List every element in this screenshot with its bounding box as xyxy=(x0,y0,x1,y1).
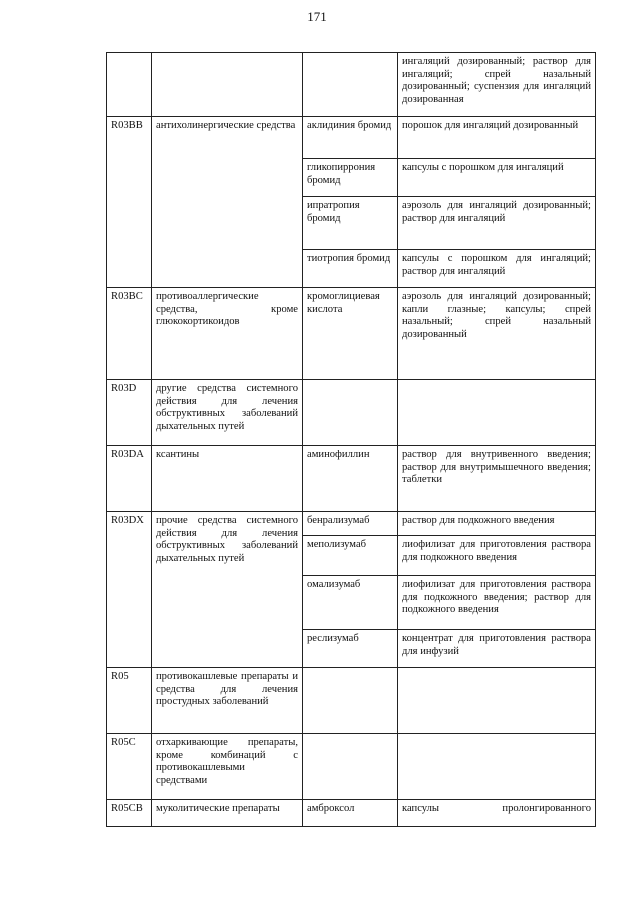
dosage-forms-cell: аэрозоль для ингаляций дозированный; раствор для ингаляций xyxy=(398,197,596,250)
dosage-forms-cell xyxy=(398,668,596,734)
dosage-forms-cell: капсулы с порошком для ингаляций xyxy=(398,159,596,197)
dosage-forms-cell: раствор для внутривенного введения; раствор для внутримышечного введения; таблетки xyxy=(398,446,596,512)
group-name-cell: прочие средства системного действия для лечения обструктивных заболеваний дыхательных путей xyxy=(152,512,303,668)
dosage-forms-cell: капсулы пролонгированного xyxy=(398,800,596,827)
group-name-cell: противоаллергические средства, кроме глюкокортикоидов xyxy=(152,288,303,380)
atc-code-cell: R03DA xyxy=(107,446,152,512)
table-row xyxy=(107,734,596,800)
substance-cell: тиотропия бромид xyxy=(303,250,398,288)
substance-cell: аминофиллин xyxy=(303,446,398,512)
dosage-forms-cell xyxy=(398,734,596,800)
table-row xyxy=(107,446,596,512)
table-row xyxy=(107,53,596,117)
group-name-cell xyxy=(152,53,303,117)
dosage-forms-cell: раствор для подкожного введения xyxy=(398,512,596,536)
substance-cell xyxy=(303,380,398,446)
substance-cell xyxy=(303,53,398,117)
table-row xyxy=(107,117,596,159)
substance-cell: амброксол xyxy=(303,800,398,827)
atc-code-cell: R05CB xyxy=(107,800,152,827)
table-row xyxy=(107,668,596,734)
dosage-forms-cell: аэрозоль для ингаляций дозированный; капли глазные; капсулы; спрей назальный; спрей назальный дозированный xyxy=(398,288,596,380)
substance-cell: бенрализумаб xyxy=(303,512,398,536)
substance-cell xyxy=(303,734,398,800)
group-name-cell: ксантины xyxy=(152,446,303,512)
drug-table xyxy=(106,52,596,827)
atc-code-cell: R05C xyxy=(107,734,152,800)
atc-code-cell: R03BC xyxy=(107,288,152,380)
substance-cell: омализумаб xyxy=(303,576,398,630)
atc-code-cell: R03DX xyxy=(107,512,152,668)
substance-cell: ипратропия бромид xyxy=(303,197,398,250)
table-row xyxy=(107,380,596,446)
substance-cell: реслизумаб xyxy=(303,630,398,668)
group-name-cell: противокашлевые препараты и средства для лечения простудных заболеваний xyxy=(152,668,303,734)
table-row xyxy=(107,800,596,827)
page-number: 171 xyxy=(307,9,327,24)
atc-code-cell: R03BB xyxy=(107,117,152,288)
table-row xyxy=(107,512,596,536)
substance-cell xyxy=(303,668,398,734)
group-name-cell: муколитические препараты xyxy=(152,800,303,827)
substance-cell: кромоглициевая кислота xyxy=(303,288,398,380)
dosage-forms-cell: ингаляций дозированный; раствор для ингаляций; спрей назальный дозированный; суспензия для ингаляций дозированная xyxy=(398,53,596,117)
dosage-forms-cell: порошок для ингаляций дозированный xyxy=(398,117,596,159)
group-name-cell: отхаркивающие препараты, кроме комбинаций с противокашлевыми средствами xyxy=(152,734,303,800)
atc-code-cell: R03D xyxy=(107,380,152,446)
substance-cell: меполизумаб xyxy=(303,536,398,576)
substance-cell: аклидиния бромид xyxy=(303,117,398,159)
atc-code-cell: R05 xyxy=(107,668,152,734)
dosage-forms-cell: концентрат для приготовления раствора для инфузий xyxy=(398,630,596,668)
dosage-forms-cell: лиофилизат для приготовления раствора для подкожного введения; раствор для подкожного введения xyxy=(398,576,596,630)
substance-cell: гликопиррония бромид xyxy=(303,159,398,197)
dosage-forms-cell: капсулы с порошком для ингаляций; раствор для ингаляций xyxy=(398,250,596,288)
atc-code-cell xyxy=(107,53,152,117)
dosage-forms-cell: лиофилизат для приготовления раствора для подкожного введения xyxy=(398,536,596,576)
group-name-cell: антихолинергические средства xyxy=(152,117,303,288)
dosage-forms-cell xyxy=(398,380,596,446)
table-row xyxy=(107,288,596,380)
group-name-cell: другие средства системного действия для лечения обструктивных заболеваний дыхательных путей xyxy=(152,380,303,446)
